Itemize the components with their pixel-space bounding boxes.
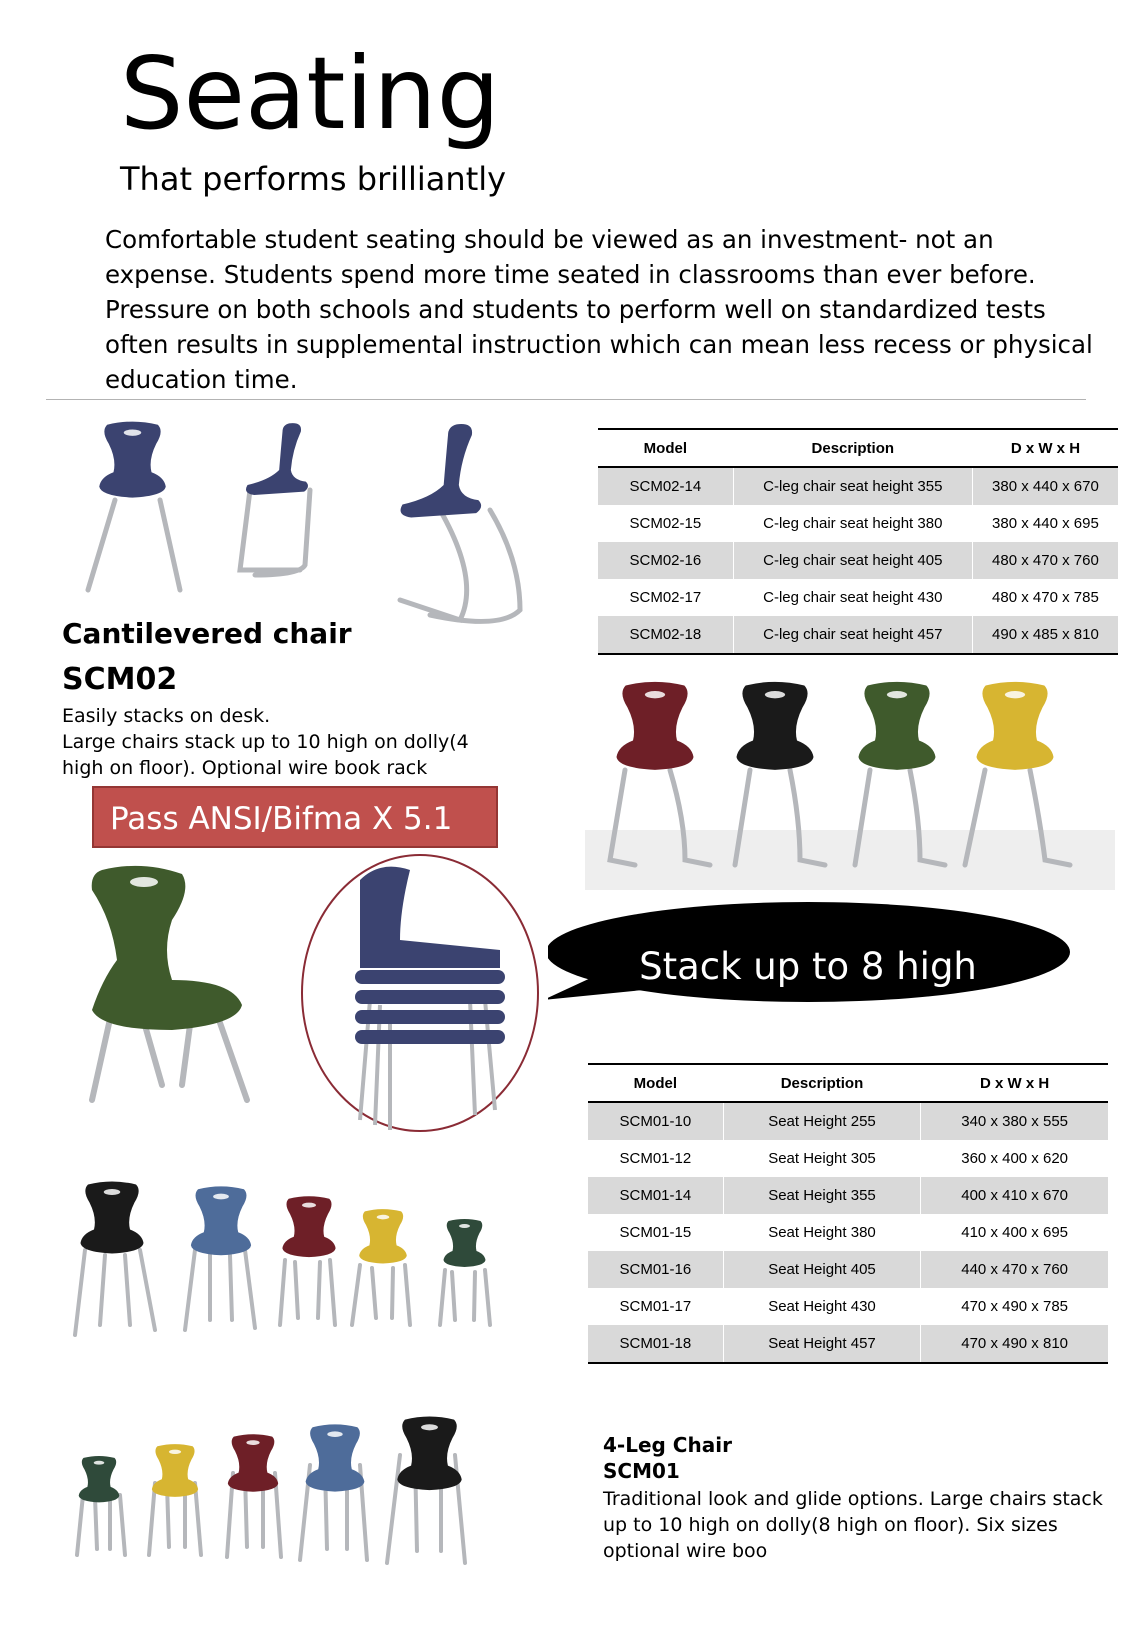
- table-row: [598, 542, 1118, 579]
- cell-dimensions: 440 x 470 x 760: [921, 1251, 1108, 1288]
- cell-dimensions: 480 x 470 x 760: [972, 542, 1118, 579]
- col-header-model: Model: [588, 1064, 723, 1102]
- cell-dimensions: 410 x 400 x 695: [921, 1214, 1108, 1251]
- cell-dimensions: 380 x 440 x 695: [972, 505, 1118, 542]
- page-subtitle: That performs brilliantly: [120, 160, 507, 198]
- intro-paragraph: Comfortable student seating should be viewed as an investment- not an expense. Students spend more time seated in classrooms than ever before. Pressure on both schools and students to perform well on standardized tests often results in supplemental instruction which can mean less recess or physical education time.: [105, 225, 1093, 394]
- cell-model: SCM01-16: [588, 1251, 723, 1288]
- cantilevered-line-1: Easily stacks on desk.: [62, 705, 271, 727]
- cell-model: SCM01-15: [619, 1224, 692, 1241]
- cell-description: C-leg chair seat height 457: [733, 616, 972, 654]
- cell-description: C-leg chair seat height 355: [733, 467, 972, 505]
- col-header-dimensions: D x W x H: [921, 1064, 1108, 1102]
- cell-dimensions: 380 x 440 x 670: [972, 467, 1118, 505]
- cell-dimensions: 340 x 380 x 555: [921, 1102, 1108, 1140]
- cantilevered-line-2: Large chairs stack up to 10 high on dolly(4 high on floor). Optional wire book rack: [62, 731, 469, 779]
- cantilevered-chair-description: [62, 703, 492, 781]
- cell-description: Seat Height 380: [723, 1214, 921, 1251]
- cell-description: C-leg chair seat height 405: [733, 542, 972, 579]
- col-header-description: Description: [733, 429, 972, 467]
- cell-model: SCM01-14: [588, 1177, 723, 1214]
- table-row: [598, 505, 1118, 542]
- table-row: [588, 1214, 1108, 1251]
- cell-description: Seat Height 255: [723, 1102, 921, 1140]
- table-row: [588, 1177, 1108, 1214]
- section-divider: [46, 399, 1086, 400]
- cell-description: Seat Height 430: [723, 1288, 921, 1325]
- table-row: [598, 579, 1118, 616]
- table-row: [588, 1325, 1108, 1363]
- col-header-description: Description: [723, 1064, 921, 1102]
- cell-model: SCM02-14: [598, 467, 733, 505]
- four-leg-chairs-colors-photo: [60, 1180, 520, 1350]
- four-leg-chairs-sizes-photo: [65, 1415, 525, 1575]
- cell-dimensions: 490 x 485 x 810: [972, 616, 1118, 654]
- cell-model: SCM01-17: [619, 1298, 692, 1315]
- cell-model: SCM02-17: [629, 589, 702, 606]
- cell-model: SCM02-16: [598, 542, 733, 579]
- green-four-leg-chair-photo: [62, 860, 282, 1120]
- stacked-chairs-photo: [300, 850, 550, 1140]
- table-row: [588, 1102, 1108, 1140]
- cell-dimensions: 480 x 470 x 785: [972, 579, 1118, 616]
- cell-model: SCM02-15: [629, 515, 702, 532]
- cantilevered-chair-heading: Cantilevered chair: [62, 617, 352, 650]
- table-row: [598, 616, 1118, 654]
- cell-description: Seat Height 457: [723, 1325, 921, 1363]
- page-title: Seating: [120, 35, 501, 152]
- cell-description: Seat Height 305: [723, 1140, 921, 1177]
- cell-model: SCM01-12: [619, 1150, 692, 1167]
- table-row: [588, 1251, 1108, 1288]
- cell-description: Seat Height 405: [723, 1251, 921, 1288]
- col-header-dimensions: D x W x H: [972, 429, 1118, 467]
- cell-dimensions: 360 x 400 x 620: [921, 1140, 1108, 1177]
- cell-model: SCM01-18: [588, 1325, 723, 1363]
- four-leg-chair-model: SCM01: [603, 1459, 680, 1483]
- cell-model: SCM01-10: [588, 1102, 723, 1140]
- scm01-spec-table: [588, 1063, 1108, 1364]
- cell-description: Seat Height 355: [723, 1177, 921, 1214]
- cell-dimensions: 400 x 410 x 670: [921, 1177, 1108, 1214]
- table-row: [588, 1140, 1108, 1177]
- cell-model: SCM02-18: [598, 616, 733, 654]
- cantilever-chairs-colors-photo: [585, 680, 1115, 890]
- cell-dimensions: 470 x 490 x 785: [921, 1288, 1108, 1325]
- cantilever-chair-views-photo: [60, 420, 540, 650]
- stack-callout-text: Stack up to 8 high: [639, 945, 977, 988]
- four-leg-chair-description: Traditional look and glide options. Large chairs stack up to 10 high on dolly(8 high on floor). Six sizes optional wire boo: [603, 1488, 1103, 1562]
- scm02-spec-table: [598, 428, 1118, 655]
- four-leg-chair-heading: 4-Leg Chair: [603, 1433, 732, 1457]
- table-row: [588, 1288, 1108, 1325]
- cell-description: C-leg chair seat height 380: [733, 505, 972, 542]
- cell-dimensions: 470 x 490 x 810: [921, 1325, 1108, 1363]
- col-header-model: Model: [598, 429, 733, 467]
- cell-description: C-leg chair seat height 430: [733, 579, 972, 616]
- table-row: [598, 467, 1118, 505]
- cantilevered-chair-model: SCM02: [62, 662, 178, 697]
- ansi-certification-badge: Pass ANSI/Bifma X 5.1: [92, 786, 498, 848]
